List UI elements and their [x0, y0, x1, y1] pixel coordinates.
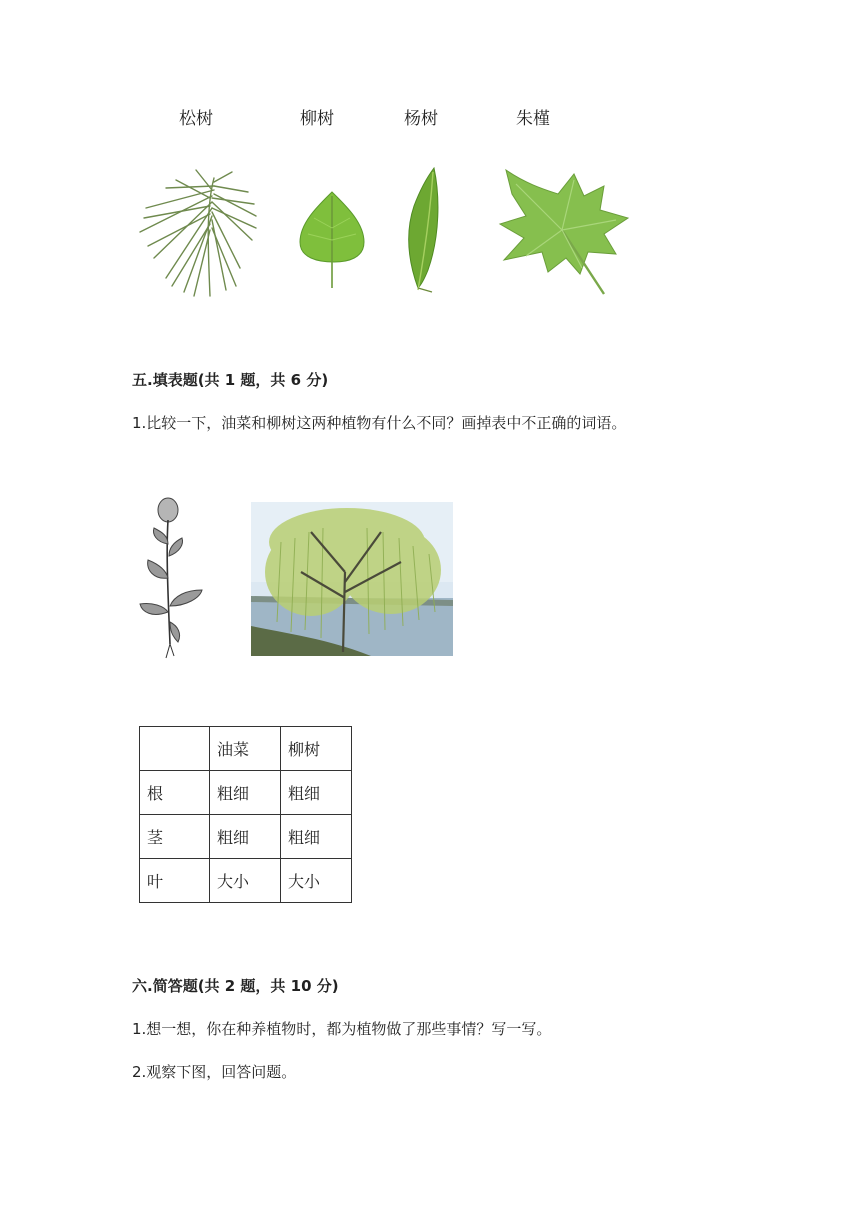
row-label-root: 根 — [140, 771, 210, 815]
section-6-question-2: 2.观察下图，回答问题。 — [132, 1063, 297, 1081]
section-6-question-1: 1.想一想，你在种养植物时，都为植物做了那些事情？写一写。 — [132, 1020, 552, 1038]
poplar-leaf-image — [402, 166, 442, 294]
comparison-table — [139, 726, 352, 903]
row-label-leaf: 叶 — [140, 859, 210, 903]
willow-tree-photo — [251, 502, 453, 656]
table-cell[interactable]: 粗细 — [281, 771, 352, 815]
table-cell[interactable]: 大小 — [281, 859, 352, 903]
label-pine: 松树 — [179, 109, 213, 129]
pine-needles-image — [136, 168, 260, 300]
label-willow: 柳树 — [300, 109, 334, 129]
willow-leaf-image — [296, 188, 368, 292]
section-6-heading: 六.简答题(共 2 题，共 10 分) — [132, 977, 339, 995]
table-header-rapeseed: 油菜 — [210, 727, 281, 771]
section-5-heading: 五.填表题(共 1 题，共 6 分) — [132, 371, 329, 389]
table-header-willow: 柳树 — [281, 727, 352, 771]
table-header-row — [140, 727, 352, 771]
hibiscus-leaf-image — [496, 164, 632, 298]
table-cell[interactable]: 粗细 — [210, 771, 281, 815]
table-row — [140, 859, 352, 903]
label-hibiscus: 朱槿 — [516, 109, 550, 129]
label-poplar: 杨树 — [404, 109, 438, 129]
table-cell[interactable]: 粗细 — [281, 815, 352, 859]
table-cell[interactable]: 大小 — [210, 859, 281, 903]
table-row — [140, 815, 352, 859]
row-label-stem: 茎 — [140, 815, 210, 859]
rapeseed-plant-image — [138, 494, 208, 660]
section-5-question-1: 1.比较一下，油菜和柳树这两种植物有什么不同？画掉表中不正确的词语。 — [132, 414, 627, 432]
table-cell[interactable]: 粗细 — [210, 815, 281, 859]
table-row — [140, 771, 352, 815]
table-cell — [140, 727, 210, 771]
